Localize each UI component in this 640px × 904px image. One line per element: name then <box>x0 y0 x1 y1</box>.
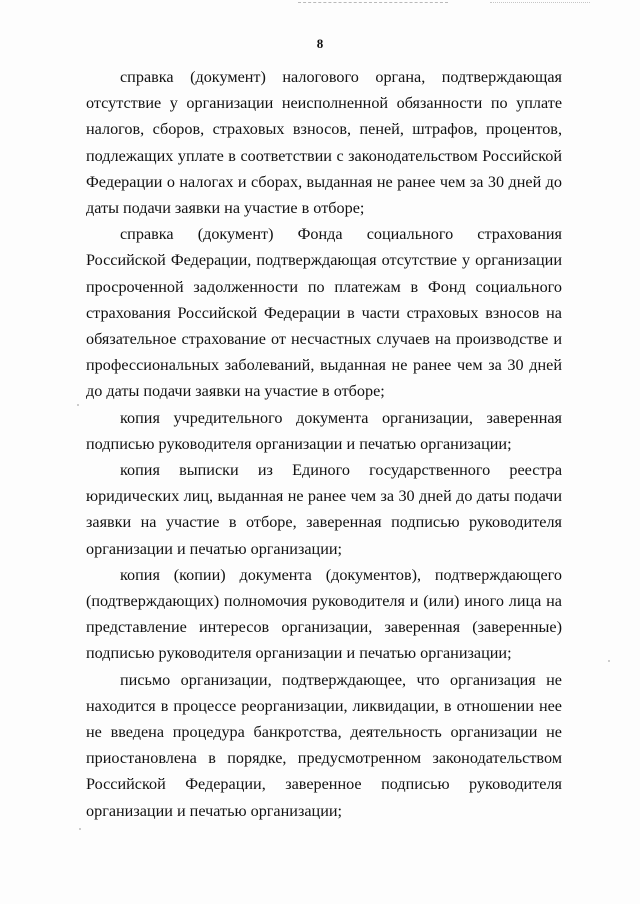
scan-edge-line <box>298 2 448 3</box>
paragraph-organization-letter: письмо организации, подтверждающее, что организация не находится в процессе реорганизации, ликвидации, в отношении нее не введена процедура банкротства, деятельность организации не приостановлена в порядке, предусмотренном законодательством Российской Федерации, заверенное подписью руководителя организации и печатью организации; <box>86 670 562 820</box>
scan-speck <box>79 828 81 830</box>
page-number: 8 <box>316 36 324 51</box>
scan-speck <box>77 404 79 406</box>
paragraph-registry-extract-copy: копия выписки из Единого государственного реестра юридических лиц, выданная не ранее чем за 30 дней до даты подачи заявки на участие в отборе, заверенная подписью руководителя организации и печатью организации; <box>86 461 562 558</box>
body-text <box>86 64 562 824</box>
paragraph-founding-document-copy: копия учредительного документа организации, заверенная подписью руководителя организации и печатью организации; <box>86 408 562 453</box>
paragraph-authority-document-copy: копия (копии) документа (документов), подтверждающего (подтверждающих) полномочия руководителя и (или) иного лица на представление интересов организации, заверенная (заверенные) подписью руководителя организации и печатью организации; <box>86 565 562 663</box>
paragraph-social-insurance-certificate: справка (документ) Фонда социального страхования Российской Федерации, подтверждающая отсутствие у организации просроченной задолженности по платежам в Фонд социального страхования Российской Федерации в части страховых взносов на обязательное страхование от несчастных случаев на производстве и профессиональных заболеваний, выданная не ранее чем за 30 дней до даты подачи заявки на участие в отборе; <box>86 225 562 401</box>
paragraph-tax-certificate: справка (документ) налогового органа, подтверждающая отсутствие у организации неисполненной обязанности по уплате налогов, сборов, страховых взносов, пеней, штрафов, процентов, подлежащих уплате в соответствии с законодательством Российской Федерации о налогах и сборах, выданная не ранее чем за 30 дней до даты подачи заявки на участие в отборе; <box>86 68 562 218</box>
scan-edge-line <box>490 2 590 3</box>
scan-speck <box>608 660 610 662</box>
